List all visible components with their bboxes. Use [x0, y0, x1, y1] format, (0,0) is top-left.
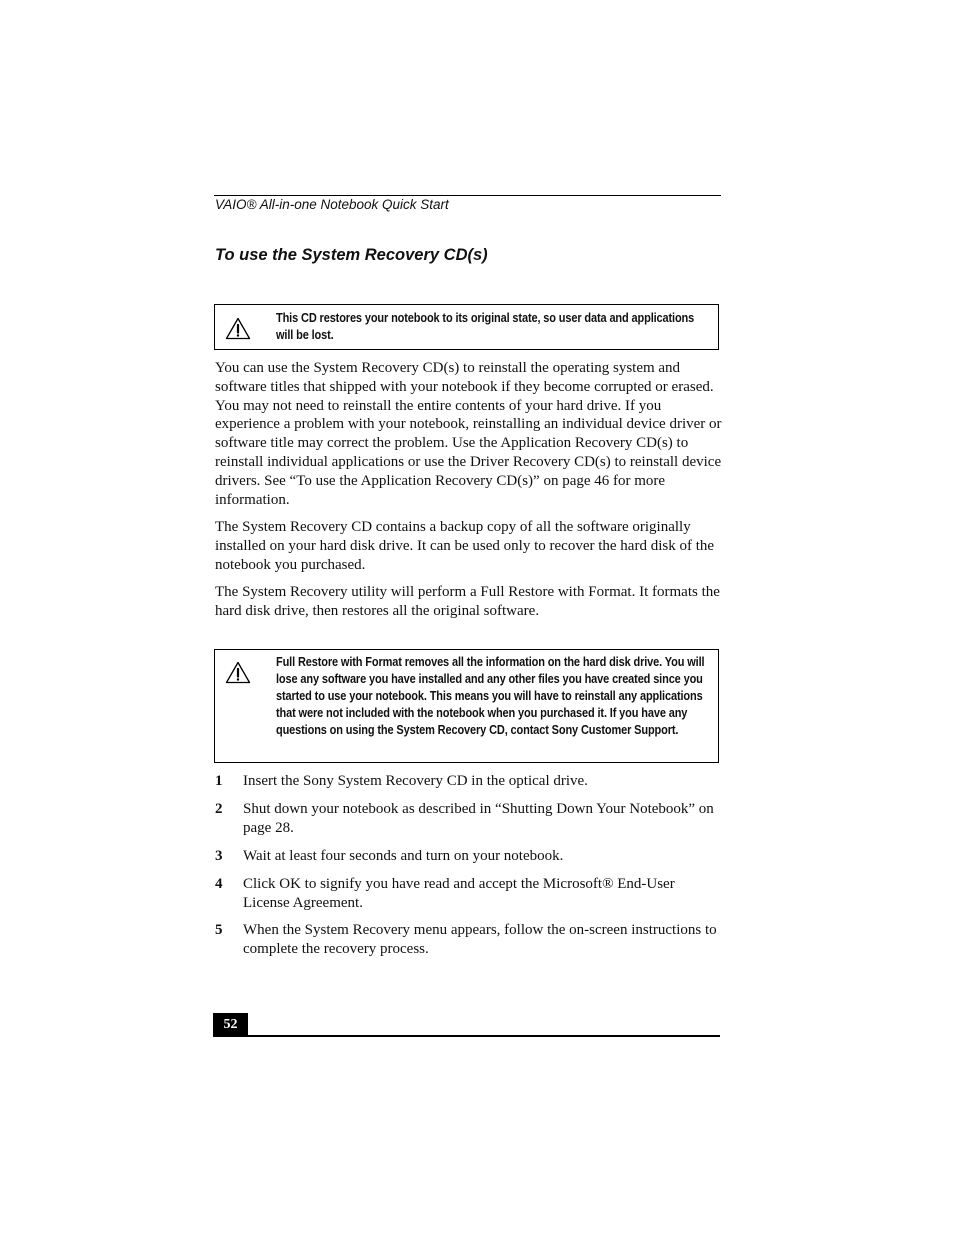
- running-head: VAIO® All-in-one Notebook Quick Start: [215, 197, 449, 212]
- caution-note-1: [214, 304, 719, 350]
- caution-text: This CD restores your notebook to its original state, so user data and applications will be lost.: [276, 311, 695, 343]
- caution-note-2: [214, 649, 719, 763]
- step-number: 1: [215, 773, 223, 789]
- step-text: Wait at least four seconds and turn on your notebook.: [243, 848, 564, 864]
- step-text: Click OK to signify you have read and accept the Microsoft® End-User License Agreement.: [243, 876, 675, 911]
- page-number: 52: [213, 1013, 248, 1036]
- step-number: 5: [215, 922, 223, 938]
- step-number: 2: [215, 801, 223, 817]
- body-paragraph: You can use the System Recovery CD(s) to reinstall the operating system and software titles that shipped with your notebook if they become corrupted or erased. You may not need to reinstall the entire contents of your hard drive. If you experience a problem with your notebook, reinstalling an individual device driver or software title may correct the problem. Use the Application Recovery CD(s) to reinstall individual applications or use the Driver Recovery CD(s) to reinstall device drivers. See “To use the Application Recovery CD(s)” on page 46 for more information.: [215, 360, 722, 508]
- body-paragraph: The System Recovery utility will perform a Full Restore with Format. It formats the hard disk drive, then restores all the original software.: [215, 584, 720, 619]
- header-rule: [214, 195, 721, 196]
- warning-icon: [225, 661, 251, 684]
- section-title: To use the System Recovery CD(s): [215, 246, 488, 264]
- step-text: Shut down your notebook as described in “Shutting Down Your Notebook” on page 28.: [243, 801, 714, 836]
- step-number: 4: [215, 876, 223, 892]
- step-text: Insert the Sony System Recovery CD in the optical drive.: [243, 773, 588, 789]
- step-text: When the System Recovery menu appears, follow the on-screen instructions to complete the recovery process.: [243, 922, 717, 957]
- caution-text: Full Restore with Format removes all the information on the hard disk drive. You will lose any software you have installed and any other files you have created since you started to use your notebook. This means you will have to reinstall any applications that were not included with the notebook when you purchased it. If you have any questions on using the System Recovery CD, contact Sony Customer Support.: [276, 655, 705, 738]
- warning-icon: [225, 317, 251, 340]
- footer-rule: [213, 1035, 720, 1037]
- step-number: 3: [215, 848, 223, 864]
- body-paragraph: The System Recovery CD contains a backup copy of all the software originally installed on your hard disk drive. It can be used only to recover the hard disk of the notebook you purchased.: [215, 519, 715, 573]
